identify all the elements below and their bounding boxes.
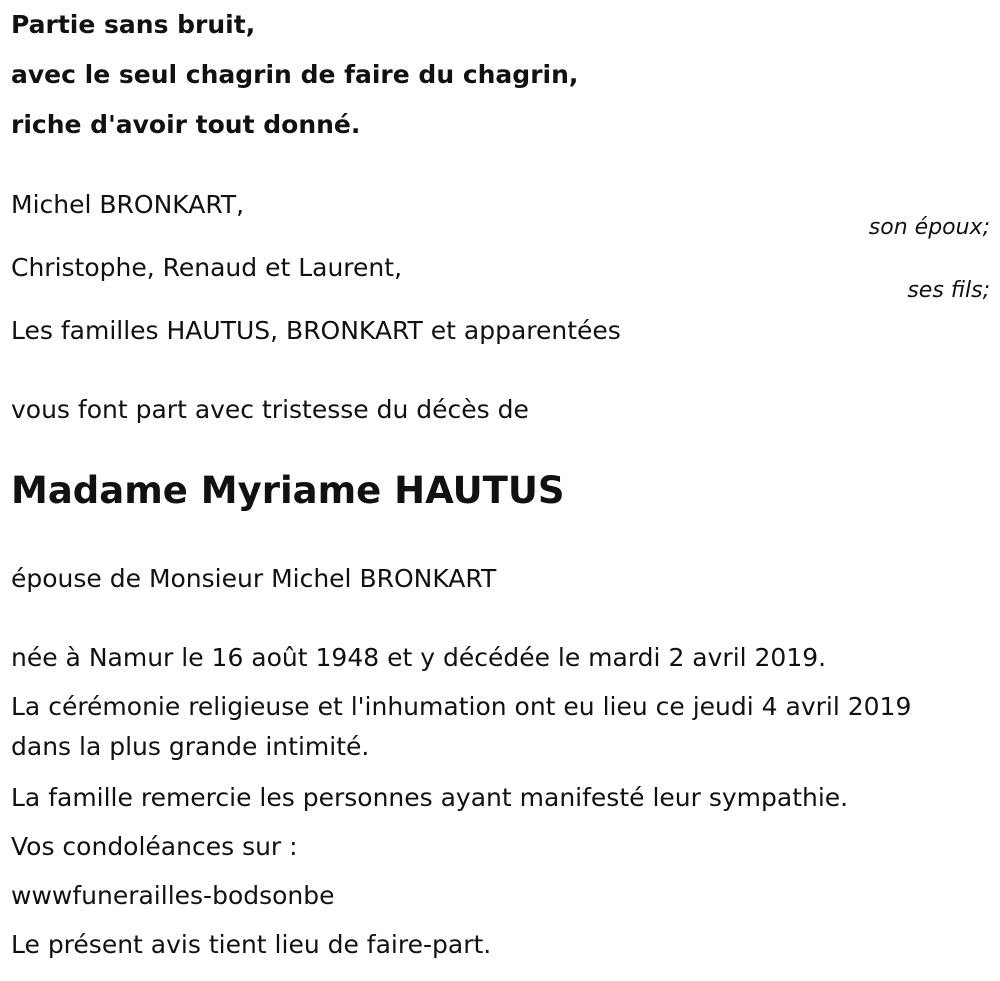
- poem-line-2: avec le seul chagrin de faire du chagrin,: [11, 60, 579, 89]
- website-link[interactable]: wwwfunerailles-bodsonbe: [11, 881, 335, 910]
- announcement: vous font part avec tristesse du décès de: [11, 395, 529, 424]
- poem-line-3: riche d'avoir tout donné.: [11, 110, 361, 139]
- spouse-line: épouse de Monsieur Michel BRONKART: [11, 564, 497, 593]
- poem-line-1: Partie sans bruit,: [11, 10, 256, 39]
- husband-role: son époux;: [868, 215, 990, 240]
- notice-line: Le présent avis tient lieu de faire-part.: [11, 930, 492, 959]
- sons-role: ses fils;: [907, 278, 990, 303]
- birth-death-line: née à Namur le 16 août 1948 et y décédée le mardi 2 avril 2019.: [11, 643, 827, 672]
- husband-name: Michel BRONKART,: [11, 190, 245, 219]
- ceremony-line-1: La cérémonie religieuse et l'inhumation ont eu lieu ce jeudi 4 avril 2019: [11, 692, 912, 721]
- thanks-line: La famille remercie les personnes ayant manifesté leur sympathie.: [11, 783, 849, 812]
- deceased-name: Madame Myriame HAUTUS: [11, 469, 565, 512]
- sons-names: Christophe, Renaud et Laurent,: [11, 253, 403, 282]
- condolences-label: Vos condoléances sur :: [11, 832, 298, 861]
- families-line: Les familles HAUTUS, BRONKART et apparentées: [11, 316, 621, 345]
- ceremony-line-2: dans la plus grande intimité.: [11, 732, 370, 761]
